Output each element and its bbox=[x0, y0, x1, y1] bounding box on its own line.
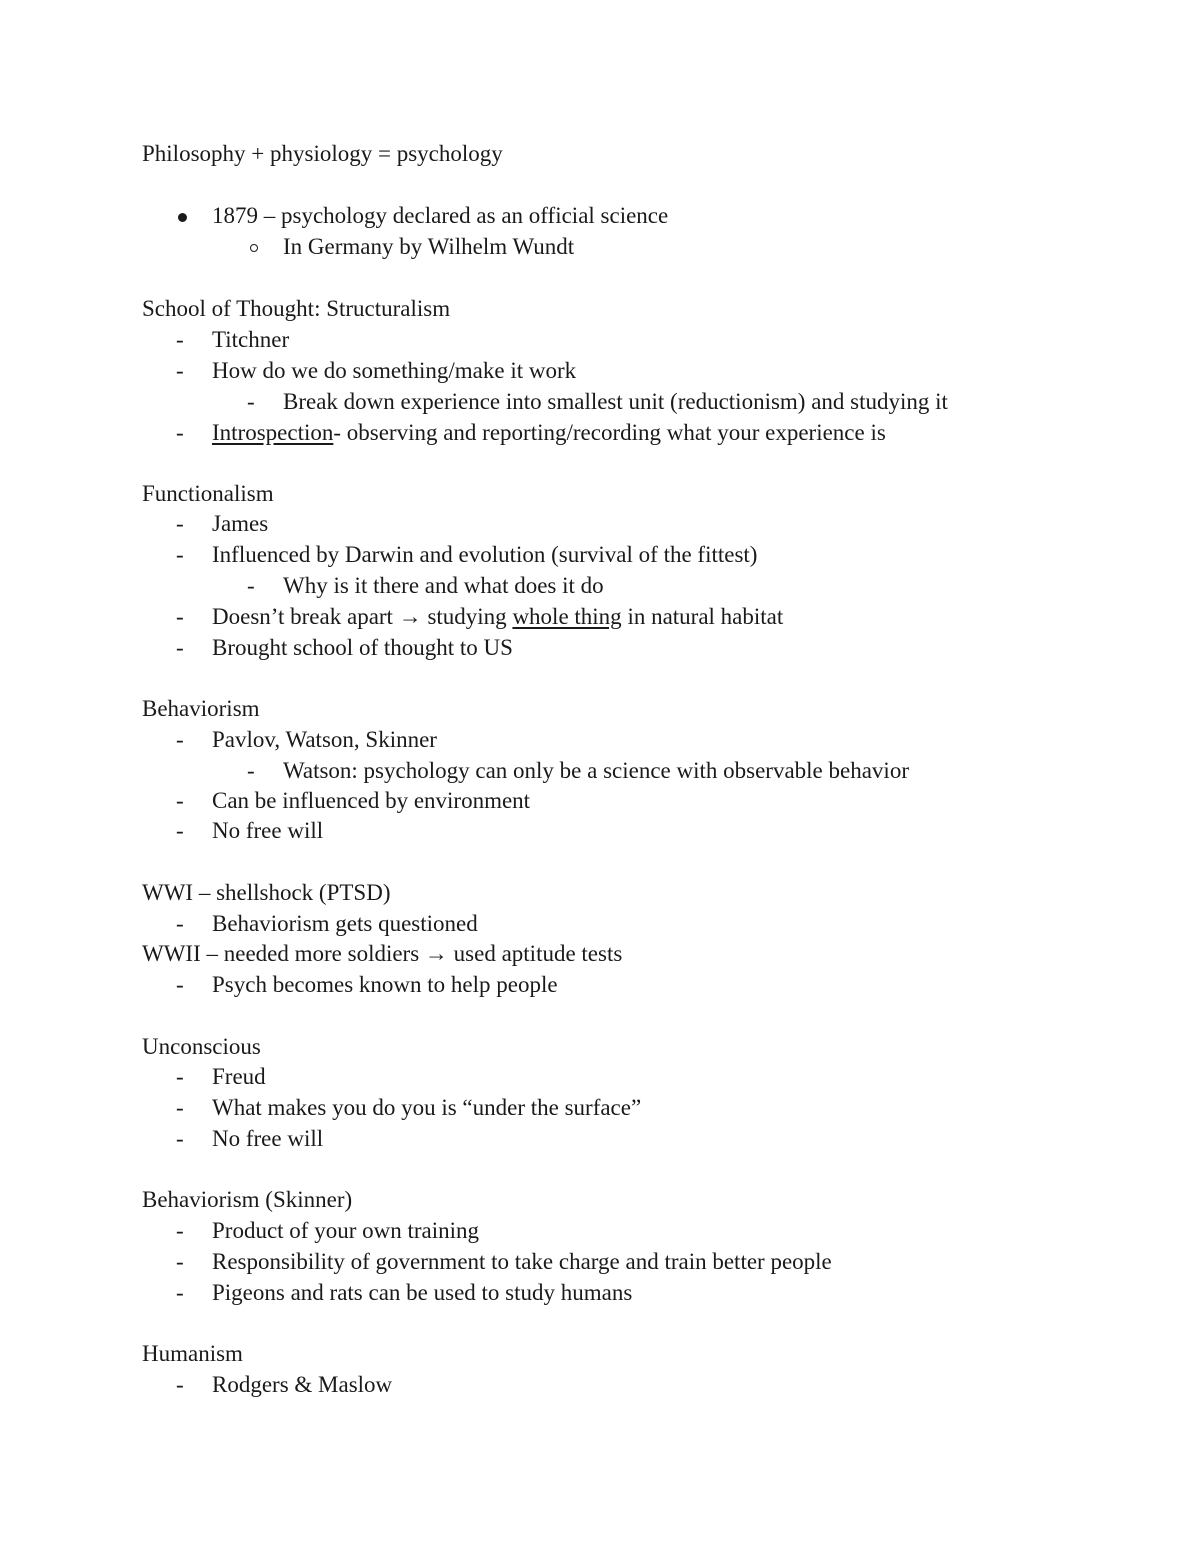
dash-marker: - bbox=[176, 727, 184, 752]
dash-marker: - bbox=[176, 420, 184, 445]
functionalism-item-1: James bbox=[212, 511, 269, 536]
dash-marker: - bbox=[176, 1372, 184, 1397]
dash-marker: - bbox=[176, 1095, 184, 1120]
skinner-item-1: Product of your own training bbox=[212, 1218, 480, 1243]
dash-marker: - bbox=[176, 788, 184, 813]
dash-marker: - bbox=[176, 1218, 184, 1243]
introspection-definition: - observing and reporting/recording what your experience is bbox=[333, 420, 886, 445]
dash-marker: - bbox=[176, 542, 184, 567]
skinner-item-2: Responsibility of government to take charge and train better people bbox=[212, 1249, 832, 1274]
dash-marker: - bbox=[247, 389, 255, 414]
dash-marker: - bbox=[247, 573, 255, 598]
dash-marker: - bbox=[176, 972, 184, 997]
dash-marker: - bbox=[247, 758, 255, 783]
humanism-item-1: Rodgers & Maslow bbox=[212, 1372, 393, 1397]
functionalism-item-4: Brought school of thought to US bbox=[212, 635, 513, 660]
notes-title: Philosophy + physiology = psychology bbox=[142, 141, 503, 166]
wwii-item: Psych becomes known to help people bbox=[212, 972, 558, 997]
heading-behaviorism-skinner: Behaviorism (Skinner) bbox=[142, 1187, 353, 1212]
structuralism-item-2: How do we do something/make it work bbox=[212, 358, 577, 383]
unconscious-item-1: Freud bbox=[212, 1064, 266, 1089]
heading-wwii: WWII – needed more soldiers → used aptitude tests bbox=[142, 941, 623, 966]
functionalism-item-2: Influenced by Darwin and evolution (survival of the fittest) bbox=[212, 542, 758, 567]
dash-marker: - bbox=[176, 1280, 184, 1305]
behaviorism-item-1: Pavlov, Watson, Skinner bbox=[212, 727, 437, 752]
bullet-dot-icon bbox=[178, 213, 187, 222]
bullet-1879-sub: In Germany by Wilhelm Wundt bbox=[283, 234, 575, 259]
whole-thing-term: whole thing bbox=[512, 604, 622, 629]
dash-marker: - bbox=[176, 911, 184, 936]
dash-marker: - bbox=[176, 511, 184, 536]
behaviorism-item-1-sub: Watson: psychology can only be a science with observable behavior bbox=[283, 758, 909, 783]
heading-unconscious: Unconscious bbox=[142, 1034, 261, 1059]
heading-structuralism: School of Thought: Structuralism bbox=[142, 296, 451, 321]
unconscious-item-2: What makes you do you is “under the surface” bbox=[212, 1095, 642, 1120]
heading-humanism: Humanism bbox=[142, 1341, 243, 1366]
behaviorism-item-3: No free will bbox=[212, 818, 324, 843]
heading-wwi: WWI – shellshock (PTSD) bbox=[142, 880, 391, 905]
functionalism-item-3 bbox=[212, 602, 783, 632]
dash-marker: - bbox=[176, 358, 184, 383]
functionalism-item-2-sub: Why is it there and what does it do bbox=[283, 573, 604, 598]
whole-thing-post: in natural habitat bbox=[621, 604, 784, 629]
dash-marker: - bbox=[176, 1064, 184, 1089]
structuralism-item-1: Titchner bbox=[212, 327, 290, 352]
bullet-1879: 1879 – psychology declared as an official science bbox=[212, 203, 669, 228]
heading-behaviorism: Behaviorism bbox=[142, 696, 260, 721]
whole-thing-pre: Doesn’t break apart → studying bbox=[212, 604, 513, 629]
introspection-term: Introspection bbox=[212, 420, 334, 445]
wwi-item: Behaviorism gets questioned bbox=[212, 911, 478, 936]
dash-marker: - bbox=[176, 635, 184, 660]
dash-marker: - bbox=[176, 1126, 184, 1151]
heading-functionalism: Functionalism bbox=[142, 481, 274, 506]
structuralism-item-2-sub: Break down experience into smallest unit (reductionism) and studying it bbox=[283, 389, 948, 414]
unconscious-item-3: No free will bbox=[212, 1126, 324, 1151]
dash-marker: - bbox=[176, 604, 184, 629]
skinner-item-3: Pigeons and rats can be used to study humans bbox=[212, 1280, 633, 1305]
dash-marker: - bbox=[176, 1249, 184, 1274]
dash-marker: - bbox=[176, 818, 184, 843]
structuralism-item-3 bbox=[212, 418, 886, 448]
dash-marker: - bbox=[176, 327, 184, 352]
behaviorism-item-2: Can be influenced by environment bbox=[212, 788, 531, 813]
bullet-circle-icon bbox=[250, 244, 258, 252]
